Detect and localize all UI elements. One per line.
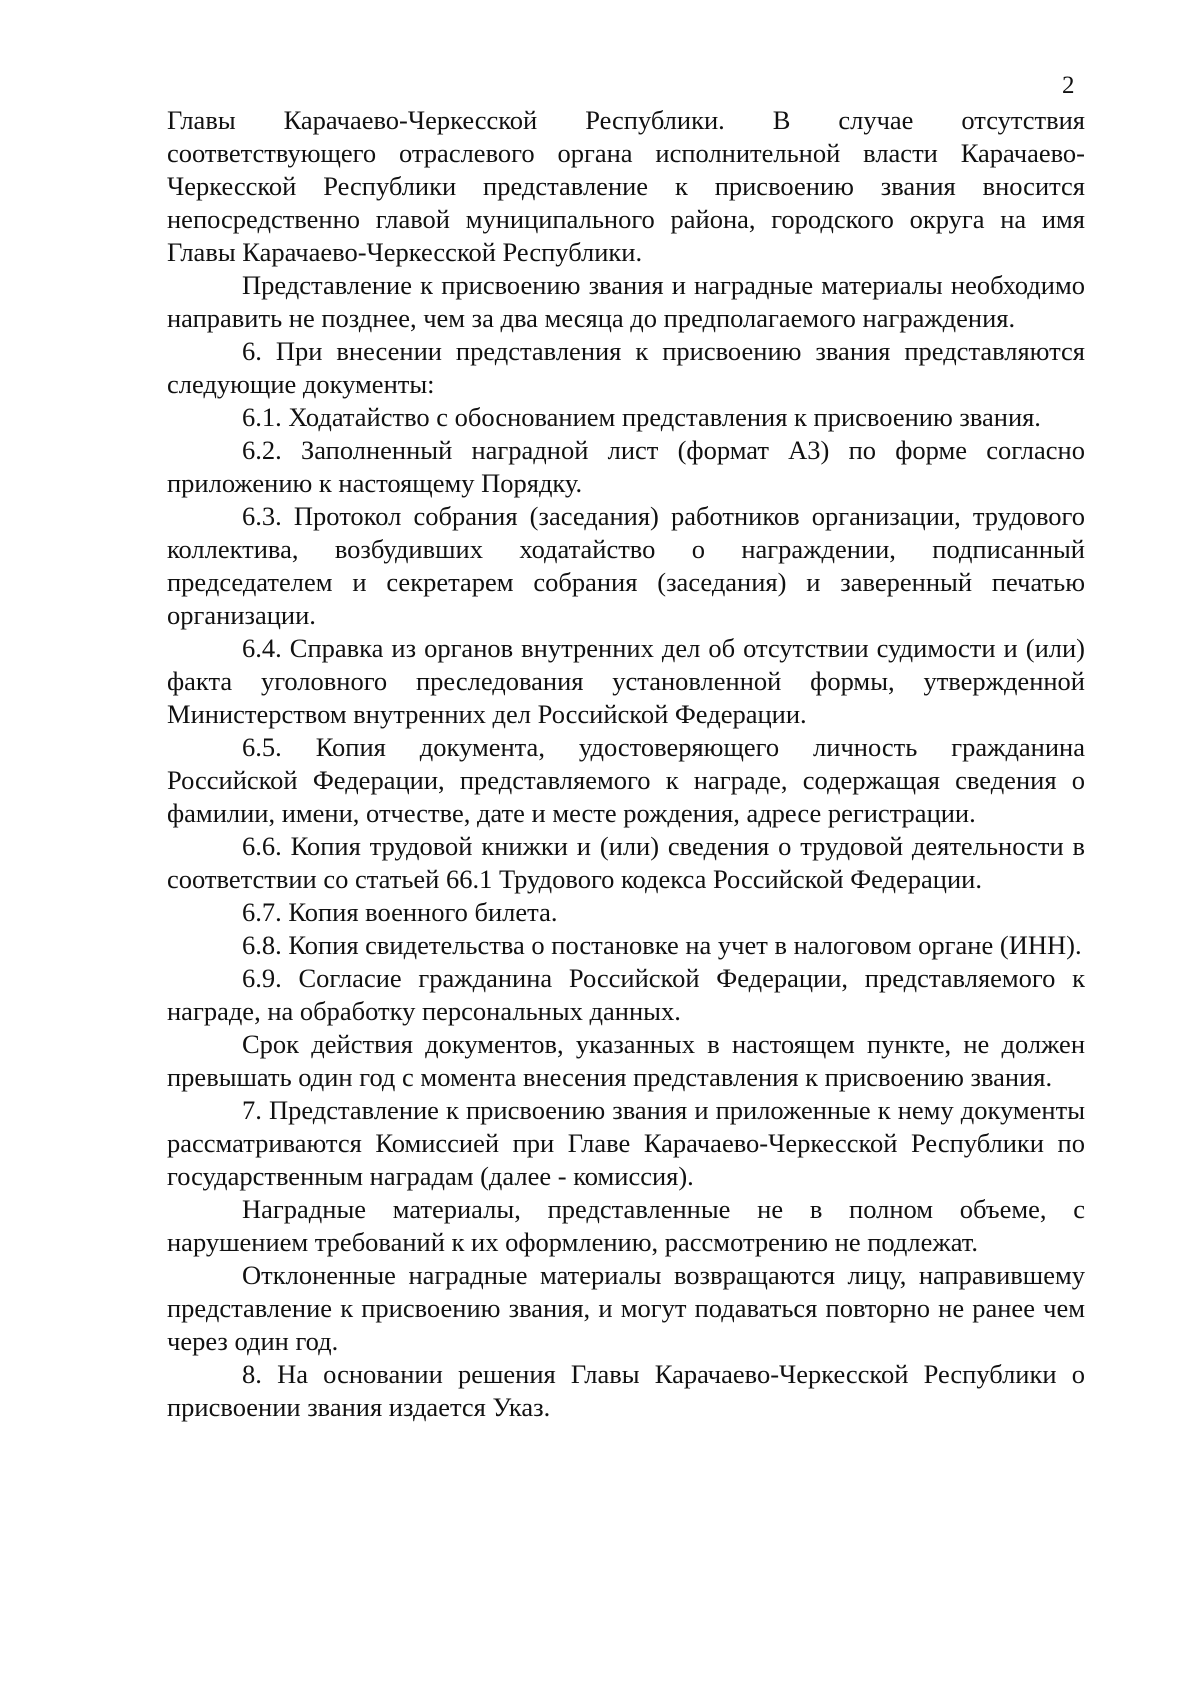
page-number: 2 <box>1062 72 1075 99</box>
paragraph-continuation: Главы Карачаево-Черкесской Республики. В случае отсутствия соответствующего отраслевого органа исполнительной власти Карачаево-Черкесской Республики представление к присвоению звания вносится непосредственно главой муниципального района, городского округа на имя Главы Карачаево-Черкесской Республики. <box>167 105 1085 267</box>
paragraph-incomplete-materials: Наградные материалы, представленные не в полном объеме, с нарушением требований к их оформлению, рассмотрению не подлежат. <box>167 1194 1085 1257</box>
paragraph-item-8: 8. На основании решения Главы Карачаево-Черкесской Республики о присвоении звания издается Указ. <box>167 1359 1085 1422</box>
paragraph-item-6-5: 6.5. Копия документа, удостоверяющего личность гражданина Российской Федерации, представляемого к награде, содержащая сведения о фамилии, имени, отчестве, дате и месте рождения, адресе регистрации. <box>167 732 1085 828</box>
paragraph-item-6-3: 6.3. Протокол собрания (заседания) работников организации, трудового коллектива, возбудивших ходатайство о награждении, подписанный председателем и секретарем собрания (заседания) и заверенный печатью организации. <box>167 501 1085 630</box>
paragraph-item-6-1: 6.1. Ходатайство с обоснованием представления к присвоению звания. <box>242 402 1041 432</box>
document-body <box>167 104 1085 1424</box>
paragraph-item-7: 7. Представление к присвоению звания и приложенные к нему документы рассматриваются Комиссией при Главе Карачаево-Черкесской Республики по государственным наградам (далее - комиссия). <box>167 1095 1085 1191</box>
paragraph-item-6-7: 6.7. Копия военного билета. <box>242 897 558 927</box>
paragraph-rejected-materials: Отклоненные наградные материалы возвращаются лицу, направившему представление к присвоению звания, и могут подаваться повторно не ранее чем через один год. <box>167 1260 1085 1356</box>
paragraph-item-6: 6. При внесении представления к присвоению звания представляются следующие документы: <box>167 336 1085 399</box>
paragraph-item-6-8: 6.8. Копия свидетельства о постановке на учет в налоговом органе (ИНН). <box>242 930 1082 960</box>
paragraph-validity-period: Срок действия документов, указанных в настоящем пункте, не должен превышать один год с момента внесения представления к присвоению звания. <box>167 1029 1085 1092</box>
paragraph-item-6-6: 6.6. Копия трудовой книжки и (или) сведения о трудовой деятельности в соответствии со статьей 66.1 Трудового кодекса Российской Федерации. <box>167 831 1085 894</box>
paragraph-item-6-2: 6.2. Заполненный наградной лист (формат А3) по форме согласно приложению к настоящему Порядку. <box>167 435 1085 498</box>
paragraph-deadline: Представление к присвоению звания и наградные материалы необходимо направить не позднее, чем за два месяца до предполагаемого награждения. <box>167 270 1085 333</box>
paragraph-item-6-4: 6.4. Справка из органов внутренних дел об отсутствии судимости и (или) факта уголовного преследования установленной формы, утвержденной Министерством внутренних дел Российской Федерации. <box>167 633 1085 729</box>
paragraph-item-6-9: 6.9. Согласие гражданина Российской Федерации, представляемого к награде, на обработку персональных данных. <box>167 963 1085 1026</box>
